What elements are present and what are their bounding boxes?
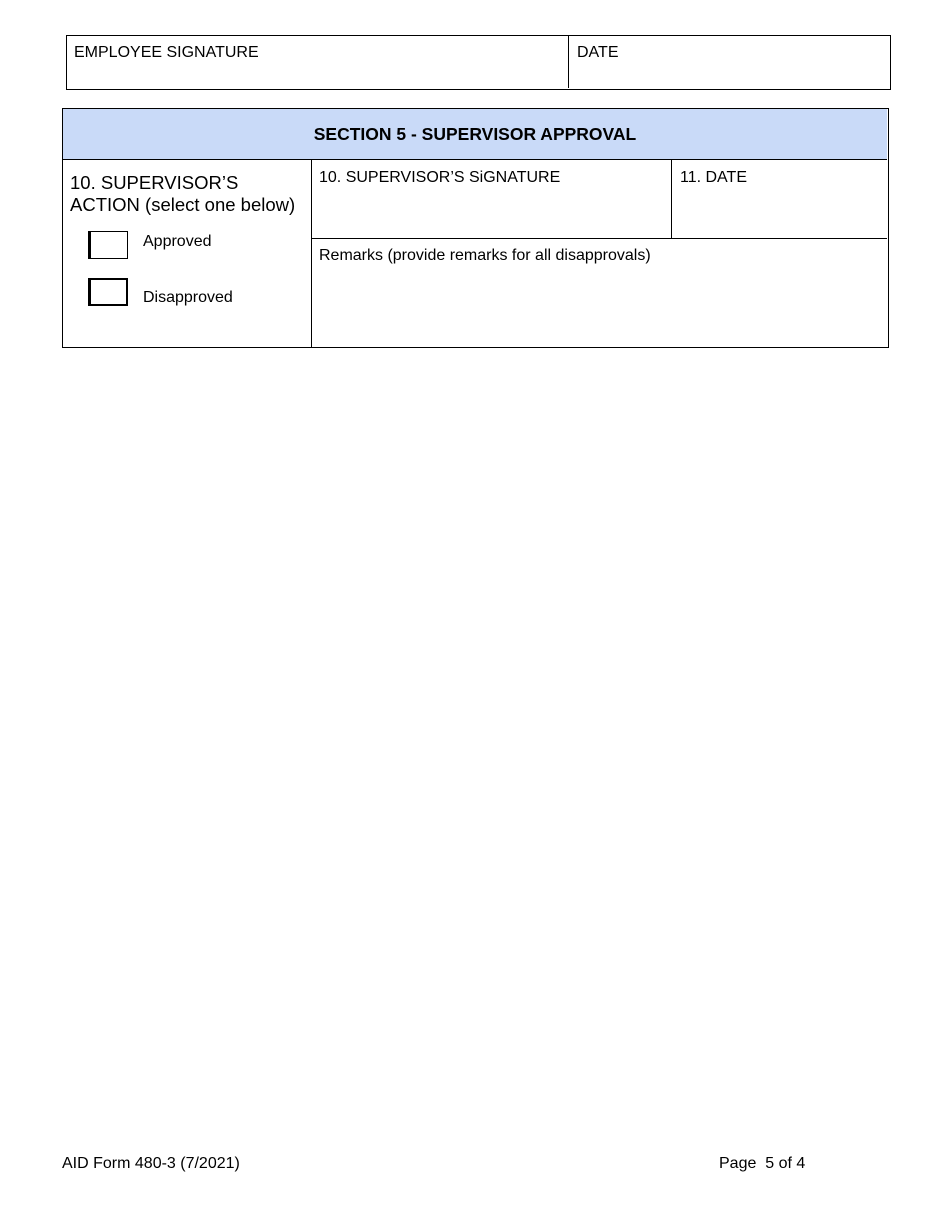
- supervisor-action-label: 10. SUPERVISOR’S: [70, 172, 239, 193]
- page-number: Page 5 of 4: [719, 1155, 806, 1172]
- employee-signature-field[interactable]: [67, 36, 569, 88]
- remarks-label: Remarks (provide remarks for all disapprovals): [319, 247, 651, 264]
- approved-label: Approved: [143, 233, 212, 250]
- supervisor-action-sublabel: ACTION (select one below): [70, 194, 296, 215]
- disapproved-label: Disapproved: [143, 289, 233, 306]
- supervisor-signature-label: 10. SUPERVISOR’S SiGNATURE: [319, 169, 561, 186]
- employee-date-label: DATE: [577, 44, 619, 61]
- supervisor-signature-field[interactable]: [312, 160, 672, 239]
- supervisor-date-field[interactable]: [672, 160, 887, 239]
- remarks-field[interactable]: [312, 239, 887, 347]
- approved-checkbox[interactable]: [88, 231, 128, 259]
- section5-title: SECTION 5 - SUPERVISOR APPROVAL: [313, 123, 637, 144]
- supervisor-date-label: 11. DATE: [680, 169, 747, 186]
- employee-signature-table: [66, 35, 891, 90]
- form-id: AID Form 480-3 (7/2021): [62, 1155, 240, 1172]
- employee-date-field[interactable]: [571, 36, 889, 88]
- supervisor-action-cell: [63, 160, 312, 347]
- section5-table: [62, 108, 889, 348]
- disapproved-checkbox[interactable]: [88, 278, 128, 306]
- employee-signature-label: EMPLOYEE SIGNATURE: [74, 44, 259, 61]
- section5-header: [63, 109, 887, 160]
